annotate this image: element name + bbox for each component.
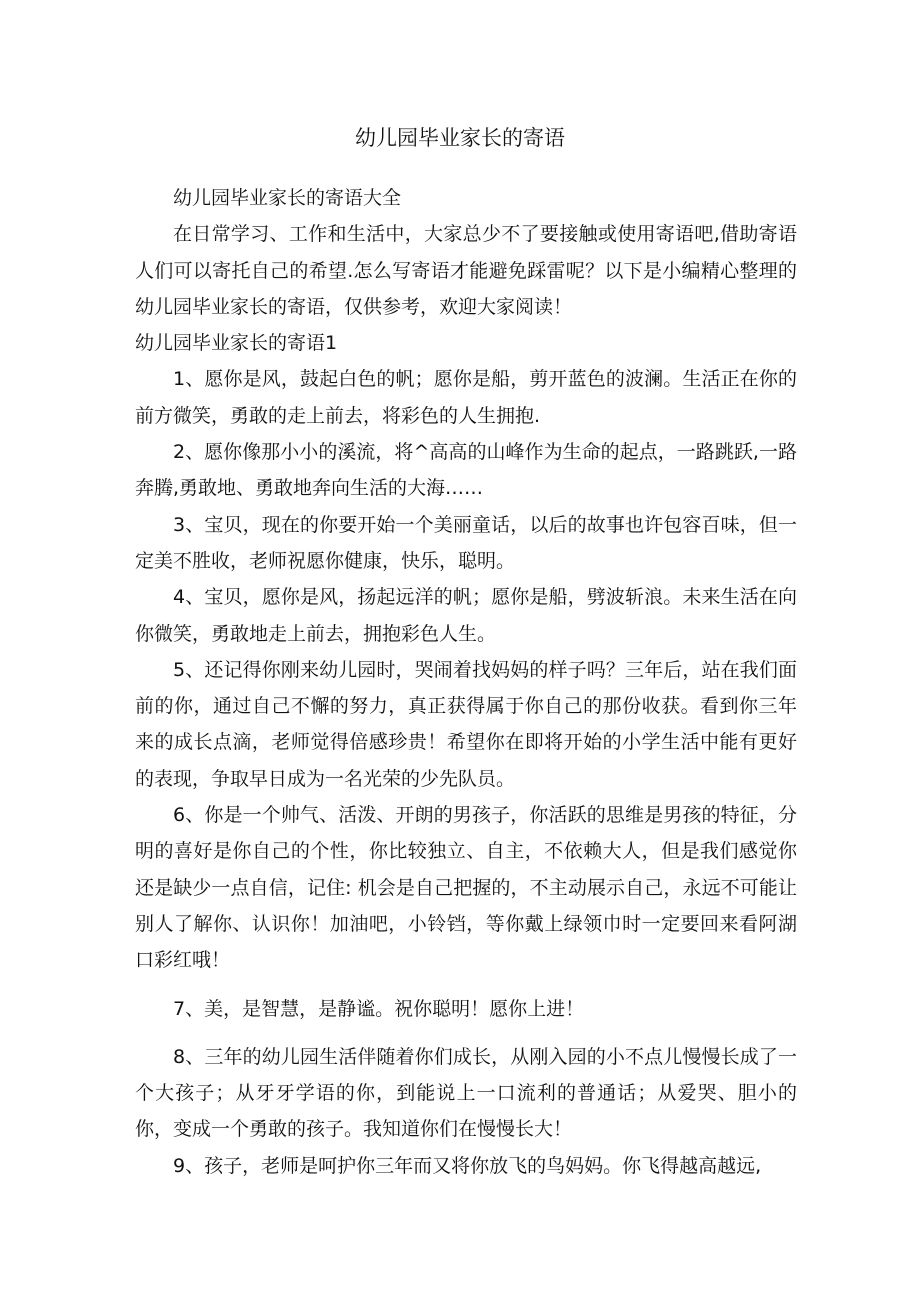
list-item: 8、三年的幼儿园生活伴随着你们成长，从刚入园的小不点儿慢慢长成了一个大孩子；从牙牙学语的你，到能说上一口流利的普通话；从爱哭、胆小的你，变成一个勇敢的孩子。我知道你们在慢慢长大！: [135, 1045, 797, 1141]
list-item: 7、美，是智慧，是静谧。祝你聪明！愿你上进！: [173, 997, 585, 1020]
list-item: 9、孩子，老师是呵护你三年而又将你放飞的鸟妈妈。你飞得越高越远,: [173, 1154, 762, 1177]
list-item: 2、愿你像那小小的溪流，将^高高的山峰作为生命的起点，一路跳跃,一路奔腾,勇敢地、勇敢地奔向生活的大海……: [135, 441, 797, 500]
list-item: 4、宝贝，愿你是风，扬起远洋的帆；愿你是船，劈波斩浪。未来生活在向你微笑，勇敢地走上前去，拥抱彩色人生。: [135, 586, 797, 645]
document-body: [135, 180, 797, 1184]
document-subtitle: 幼儿园毕业家长的寄语大全: [173, 187, 402, 209]
intro-paragraph: 在日常学习、工作和生活中，大家总少不了要接触或使用寄语吧,借助寄语人们可以寄托自己的希望.怎么写寄语才能避免踩雷呢？以下是小编精心整理的幼儿园毕业家长的寄语，仅供参考，欢迎大家阅读！: [135, 223, 797, 318]
page-title: 幼儿园毕业家长的寄语: [355, 126, 565, 150]
section-heading: 幼儿园毕业家长的寄语1: [135, 332, 338, 355]
list-item: 5、还记得你刚来幼儿园时，哭闹着找妈妈的样子吗？三年后，站在我们面前的你，通过自己不懈的努力，真正获得属于你自己的那份收获。看到你三年来的成长点滴，老师觉得倍感珍贵！希望你在即将开始的小学生活中能有更好的表现，争取早日成为一名光荣的少先队员。: [135, 658, 797, 790]
list-item: 3、宝贝，现在的你要开始一个美丽童话，以后的故事也许包容百味，但一定美不胜收，老师祝愿你健康，快乐，聪明。: [135, 513, 797, 572]
list-item: 1、愿你是风，鼓起白色的帆；愿你是船，剪开蓝色的波澜。生活正在你的前方微笑，勇敢的走上前去，将彩色的人生拥抱.: [135, 368, 797, 427]
list-item: 6、你是一个帅气、活泼、开朗的男孩子，你活跃的思维是男孩的特征，分明的喜好是你自己的个性，你比较独立、自主，不依赖大人，但是我们感觉你还是缺少一点自信，记住: 机会是自己把握的，不主动展示自己，永远不可能让别人了解你、认识你！加油吧，小铃铛，等你戴上绿领巾时一定要回来看阿湖口彩红哦！: [135, 804, 797, 972]
